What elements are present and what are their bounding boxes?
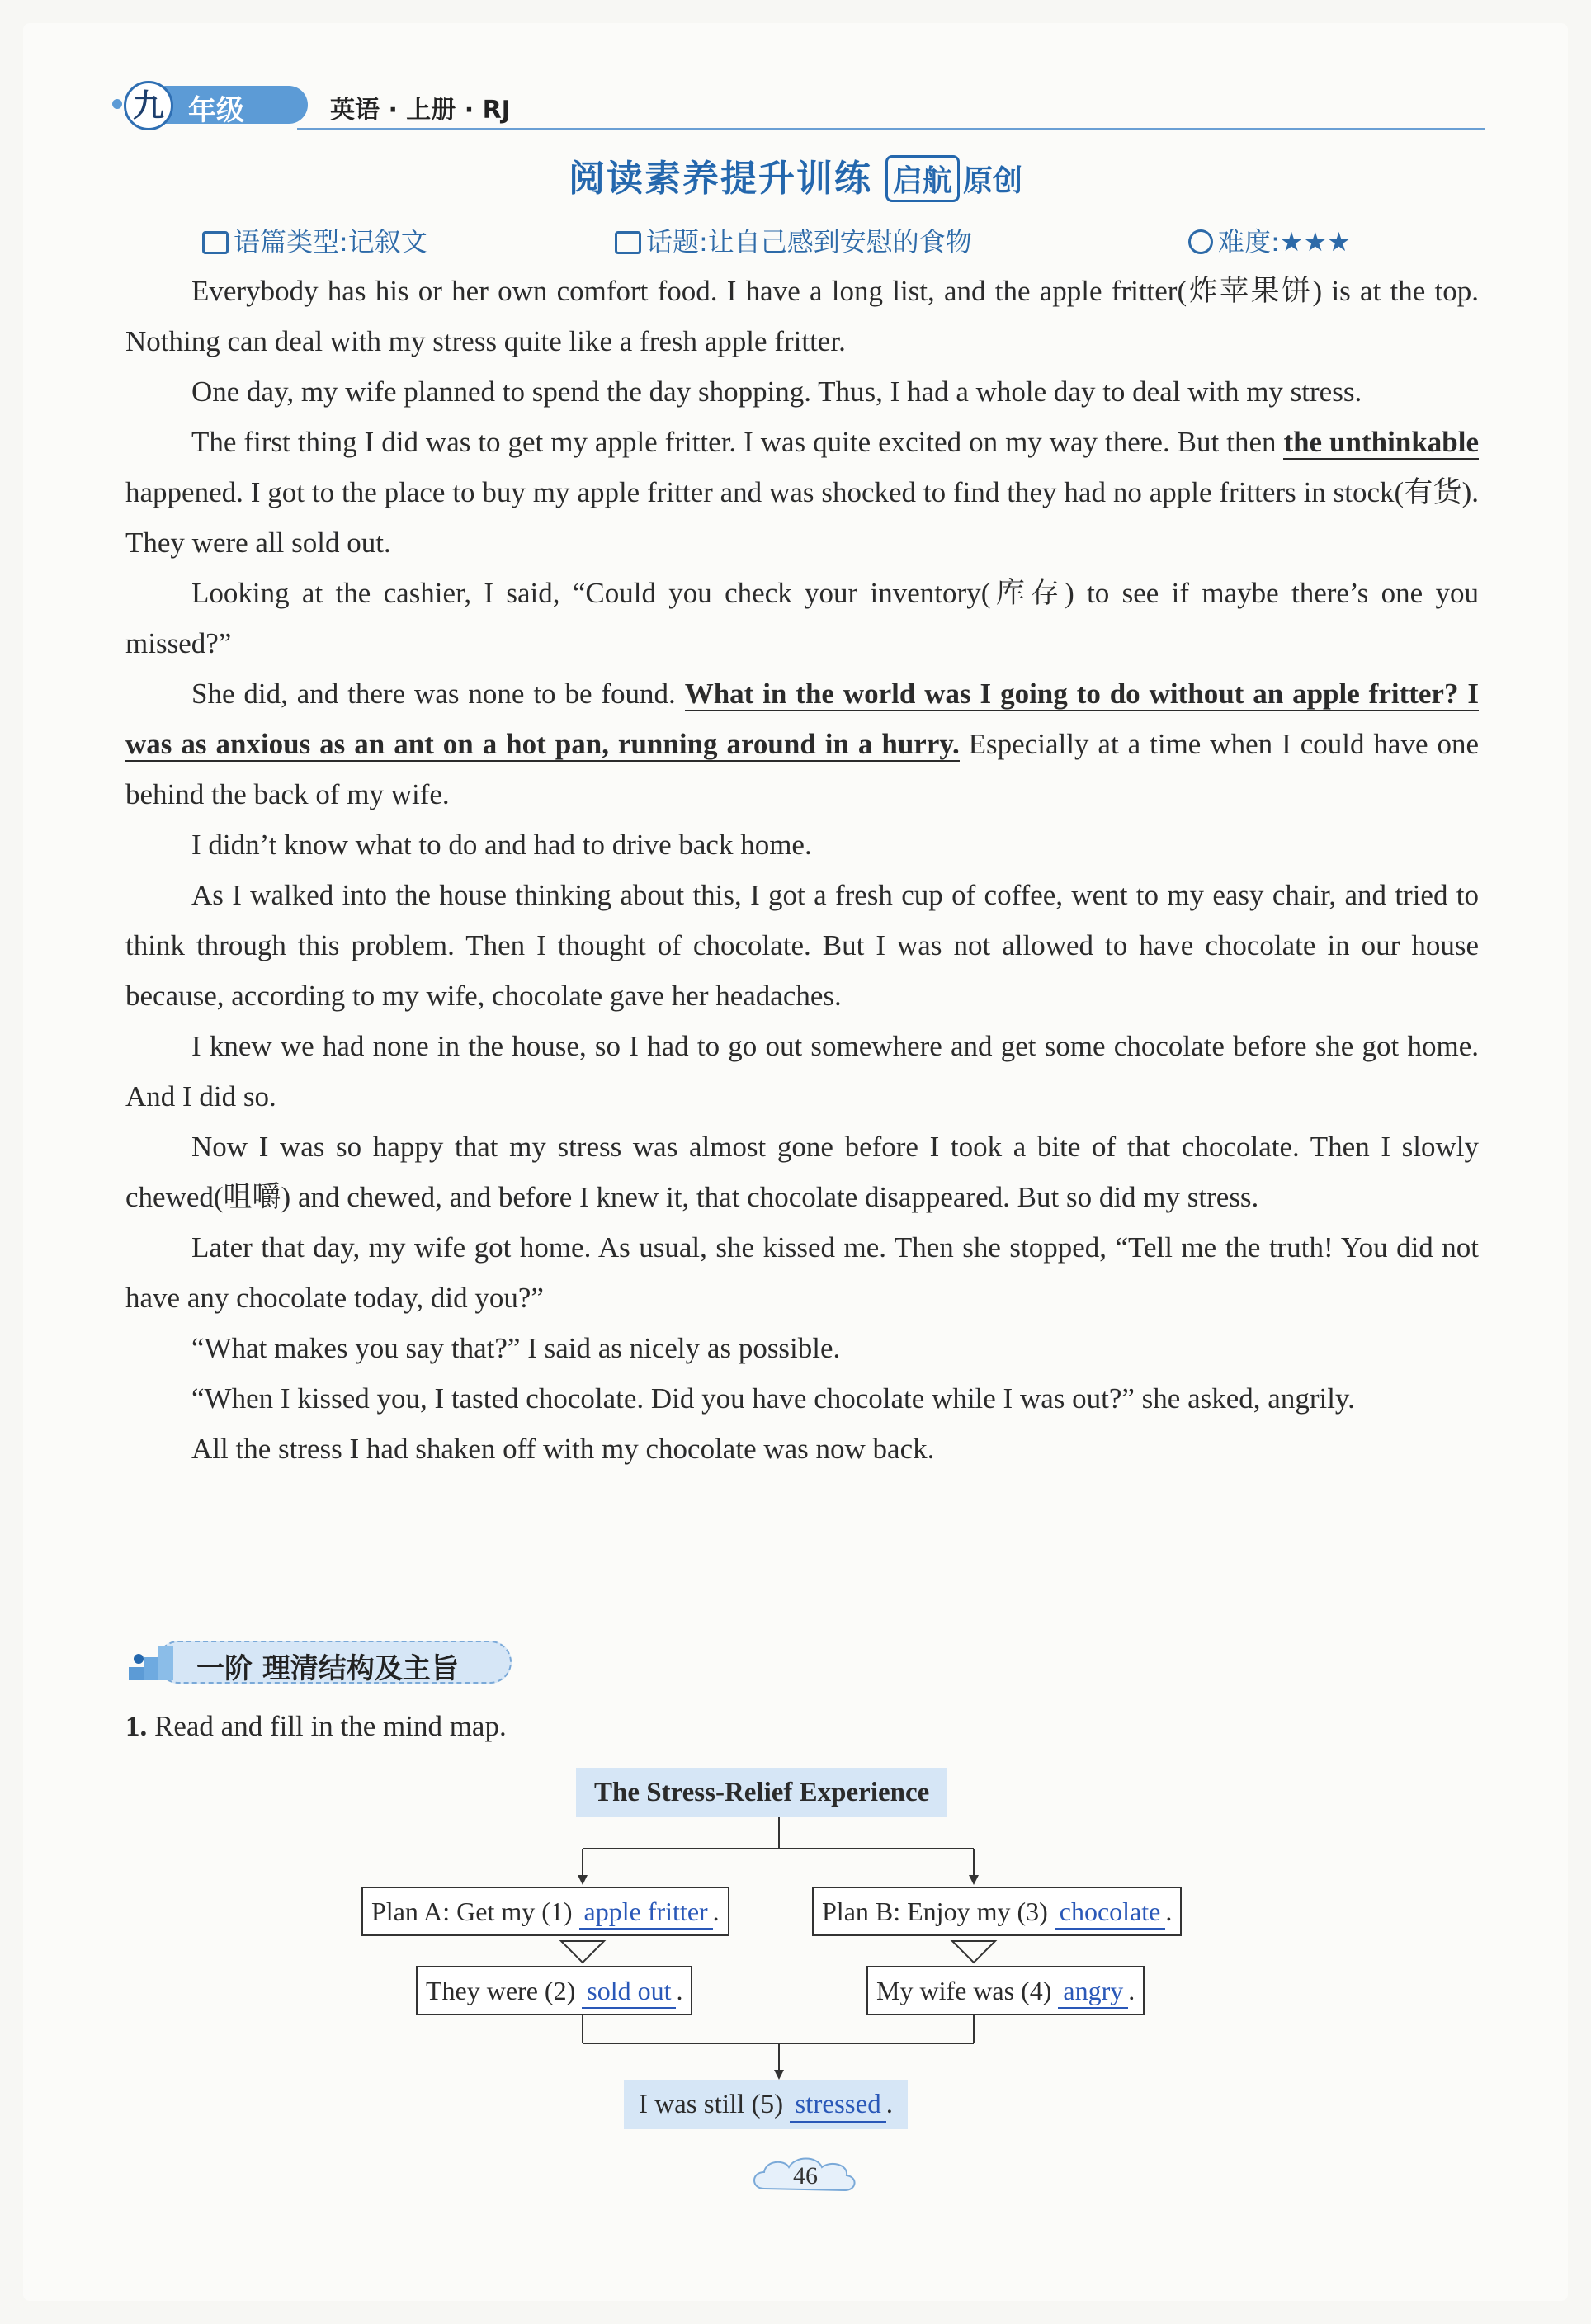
title-tag-box: 启航 xyxy=(885,155,960,202)
paragraph: Looking at the cashier, I said, “Could you check your inventory(库存) to see if maybe there’s one you missed?” xyxy=(125,577,1479,659)
grade-badge xyxy=(124,81,305,130)
paragraph: As I walked into the house thinking about this, I got a fresh cup of coffee, went to my easy chair, and tried to think through this problem. Then I thought of chocolate. But I was not allowed to have chocolate in our house because, according to my wife, chocolate gave her headaches. xyxy=(125,879,1479,1012)
page-header xyxy=(124,81,1485,130)
text-type-info xyxy=(202,221,427,259)
text-type-label: 语篇类型:记叙文 xyxy=(234,226,427,257)
question-text: Read and fill in the mind map. xyxy=(154,1710,507,1742)
plan-a-answer: apple fritter xyxy=(579,1895,713,1930)
question-number: 1. xyxy=(125,1710,148,1742)
final-period: . xyxy=(885,2090,894,2119)
result-a-period: . xyxy=(676,1976,683,2005)
paragraph: I knew we had none in the house, so I had to go out somewhere and get some chocolate before she got home. And I did so. xyxy=(125,1030,1479,1112)
paragraph: All the stress I had shaken off with my chocolate was now back. xyxy=(191,1433,935,1465)
result-b-prefix: My wife was (4) xyxy=(876,1976,1052,2005)
final-answer: stressed xyxy=(790,2088,885,2123)
speech-icon xyxy=(615,231,641,254)
medal-icon xyxy=(1188,229,1213,254)
title-row xyxy=(0,149,1591,202)
plan-b-prefix: Plan B: Enjoy my (3) xyxy=(822,1897,1048,1926)
paragraph: Now I was so happy that my stress was almost gone before I took a bite of that chocolate. Then I slowly chewed(咀嚼) and chewed, and before I knew it, that chocolate disappeared. But so did my stress. xyxy=(125,1131,1479,1213)
paragraph: I didn’t know what to do and had to drive back home. xyxy=(191,829,812,861)
paragraph-text: Especially at a time when I could have one behind the back of my wife. xyxy=(125,728,1479,810)
plan-b-box xyxy=(812,1887,1182,1936)
subject-label: 英语 · 上册 · RJ xyxy=(330,96,511,125)
underlined-phrase: the unthinkable xyxy=(1283,426,1479,458)
title-tag xyxy=(885,155,1022,202)
result-b-answer: angry xyxy=(1058,1974,1128,2009)
section-label: 一阶 理清结构及主旨 xyxy=(196,1652,459,1685)
paragraph: “When I kissed you, I tasted chocolate. Did you have chocolate while I was out?” she asked, angrily. xyxy=(191,1382,1355,1415)
paragraph: “What makes you say that?” I said as nicely as possible. xyxy=(191,1332,841,1364)
section-badge xyxy=(124,1632,536,1687)
header-rule xyxy=(297,128,1485,130)
result-a-box xyxy=(416,1966,692,2015)
paragraph: One day, my wife planned to spend the day shopping. Thus, I had a whole day to deal with my stress. xyxy=(191,376,1362,408)
topic-label: 话题:让自己感到安慰的食物 xyxy=(646,226,972,257)
stairs-icon xyxy=(124,1639,182,1682)
book-icon xyxy=(202,231,229,254)
page-number: 46 xyxy=(793,2162,818,2189)
paragraph-text: She did, and there was none to be found. xyxy=(191,678,685,710)
paragraph-text: happened. I got to the place to buy my apple fritter and was shocked to find they had no apple fritters in stock(有货). They were all sold out. xyxy=(125,476,1479,559)
difficulty-stars: ★★★ xyxy=(1279,226,1351,257)
page-title: 阅读素养提升训练 xyxy=(568,158,872,200)
final-prefix: I was still (5) xyxy=(639,2090,784,2119)
plan-b-period: . xyxy=(1165,1897,1173,1926)
title-tag-text: 原创 xyxy=(963,164,1023,198)
mind-map-title: The Stress-Relief Experience xyxy=(576,1768,947,1817)
paragraph xyxy=(125,417,1479,568)
underlined-sentence: What in the world was I going to do without an apple fritter? I was as anxious as an ant on a hot pan, running around in a hurry. xyxy=(125,678,1479,760)
result-b-period: . xyxy=(1128,1976,1135,2005)
header-dot xyxy=(112,99,122,109)
question-1 xyxy=(125,1710,507,1743)
grade-label: 年级 xyxy=(188,94,244,127)
plan-a-box xyxy=(361,1887,729,1936)
plan-b-answer: chocolate xyxy=(1055,1895,1166,1930)
difficulty-info xyxy=(1188,221,1351,259)
result-b-box xyxy=(866,1966,1145,2015)
paragraph-text: The first thing I did was to get my apple fritter. I was quite excited on my way there. But then xyxy=(191,426,1284,458)
difficulty-label: 难度: xyxy=(1218,226,1280,257)
paragraph: Everybody has his or her own comfort food. I have a long list, and the apple fritter(炸苹果饼) is at the top. Nothing can deal with my stress quite like a fresh apple fritter. xyxy=(125,275,1479,357)
topic-info xyxy=(615,221,972,259)
plan-a-period: . xyxy=(712,1897,720,1926)
grade-char: 九 xyxy=(124,81,173,130)
final-result-box xyxy=(624,2080,908,2129)
article-body xyxy=(125,266,1479,1474)
paragraph: Later that day, my wife got home. As usual, she kissed me. Then she stopped, “Tell me the truth! You did not have any chocolate today, did you?” xyxy=(125,1231,1479,1314)
plan-a-prefix: Plan A: Get my (1) xyxy=(371,1897,573,1926)
result-a-answer: sold out xyxy=(582,1974,676,2009)
result-a-prefix: They were (2) xyxy=(426,1976,576,2005)
paragraph xyxy=(125,668,1479,820)
